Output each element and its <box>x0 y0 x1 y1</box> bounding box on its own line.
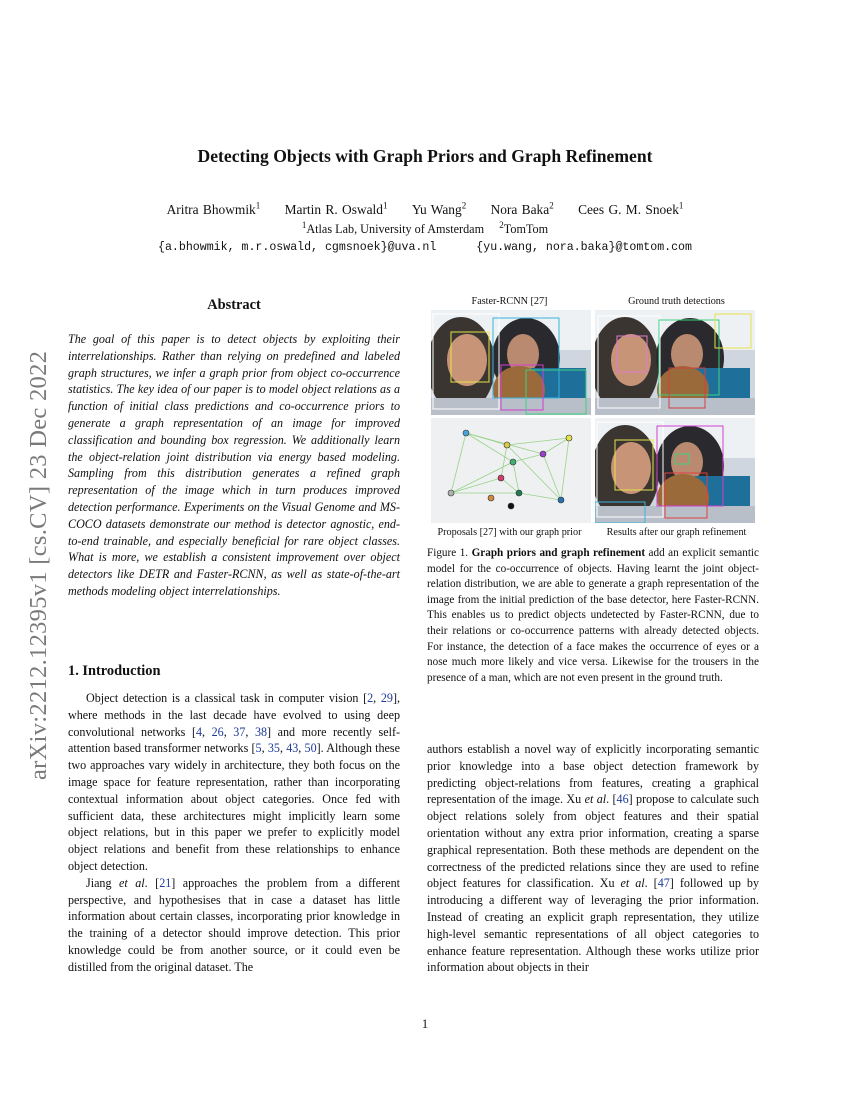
introduction-heading: 1. Introduction <box>68 663 161 679</box>
citation-link[interactable]: 43 <box>286 741 299 756</box>
figure-label-proposals: Proposals [27] with our graph prior <box>437 527 582 538</box>
email-uva: {a.bhowmik, m.r.oswald, cgmsnoek}@uva.nl <box>158 241 437 254</box>
citation-link[interactable]: 4 <box>195 724 203 739</box>
citation-link[interactable]: 29 <box>380 691 393 705</box>
citation-link[interactable]: 35 <box>267 741 280 756</box>
figure-1 <box>426 296 760 544</box>
citation-link[interactable]: 38 <box>254 724 268 739</box>
citation-link[interactable]: 5 <box>255 741 262 756</box>
page-number: 1 <box>421 1017 429 1031</box>
citation-link[interactable]: 26 <box>211 724 224 739</box>
introduction-right-column <box>427 741 759 976</box>
figure-label-ground-truth: Ground truth detections <box>628 296 725 307</box>
citation-link[interactable]: 47 <box>657 876 670 891</box>
author-list <box>0 202 850 218</box>
email-tomtom: {yu.wang, nora.baka}@tomtom.com <box>476 241 692 254</box>
author: Yu Wang$^2$ <box>411 200 467 217</box>
abstract-text: The goal of this paper is to detect objects by exploiting their interrelationships. Rather than relying on predefined and labeled graph structures, we infer a graph prior from object co-occurrence statistics. The key idea of our paper is to model object relations as a function of initial class predictions and co-occurrence priors to generate a graph representation of an image for improved classification and bounding box regression. We additionally learn the object-relation joint distribution via energy based modeling. Sampling from this distribution generates a refined graph representation of the image which in turn produces improved detection performance. Experiments on the Visual Genome and MS-COCO datasets demonstrate our method is detector agnostic, end-to-end trainable, and especially beneficial for rare object classes. What is more, we establish a consistent improvement over object detectors like DETR and Faster-RCNN, as well as state-of-the-art methods modeling object interrelationships. <box>68 332 400 598</box>
affiliations: $^1$Atlas Lab, University of Amsterdam $^2$TomTom <box>301 219 549 236</box>
image-ground-truth-detections <box>595 310 755 415</box>
introduction-left-column <box>68 690 400 976</box>
citation-link[interactable]: 37 <box>233 724 246 739</box>
citation-link[interactable]: 2 <box>367 691 374 705</box>
paragraph: Object detection is a classical task in computer vision [2, 29], where methods in the last decade have evolved to using deep convolutional networks [4, 26, 37, 38] and more recently self-attention based transformer networks [5, 35, 43, 50]. Although these two approaches vary widely in architecture, they both focus on the image space for feature representation, rather than incorporating contextual information about object categories. Once fed with sufficient data, these architectures might implicitly learn some object relations, but in this paper we prefer to explicitly model object relations and benefit from these relationships to enhance object detection. <box>68 691 401 873</box>
citation-link[interactable]: 21 <box>159 875 172 890</box>
figure-label-faster-rcnn: Faster-RCNN [27] <box>471 296 548 307</box>
citation-link[interactable]: 46 <box>616 792 629 807</box>
citation-link[interactable]: 50 <box>304 741 317 756</box>
author-emails <box>0 241 850 254</box>
figure-1-caption: Figure 1. Graph priors and graph refinement add an explicit semantic model for the co-occurrence of objects. Having learnt the joint object-relation distribution, we are able to generate a graph representation of the image from the initial prediction of the base detector, here Faster-RCNN. This enables us to predict objects undetected by Faster-RCNN, due to their relations or co-occurrence patterns with already detected objects. For instance, the detection of a face makes the occurrence of eyes or a nose much more likely and vice versa. Likewise for the trousers in the presence of a man, which are not even present in the ground truth. <box>427 547 760 684</box>
author: Martin R. Oswald$^1$ <box>284 200 388 217</box>
author: Aritra Bhowmik$^1$ <box>166 200 261 217</box>
arxiv-identifier: arXiv:2212.12395v1 [cs.CV] 23 Dec 2022 <box>25 350 52 780</box>
figure-label-refinement: Results after our graph refinement <box>606 527 747 538</box>
author: Nora Baka$^2$ <box>490 200 554 217</box>
paper-title: Detecting Objects with Graph Priors and Graph Refinement <box>197 146 653 166</box>
author: Cees G. M. Snoek$^1$ <box>578 200 684 217</box>
paragraph: authors establish a novel way of explicitly incorporating semantic prior knowledge into a base object detection framework by predicting object-relations from features, creating a graphical representation of the image. Xu et al. [46] propose to calculate such object relations solely from object features and their spatial orientation without any extra prior information, creating a sparse graphical representation. Both these methods are dependent on the correctness of the predicted relations since they are used to refine object features for classification. Xu et al. [47] followed up by introducing a different way of leveraging the prior information. Instead of creating an explicit graph representation, they utilize high-level semantic representations of all object categories to enhance feature representation. Although these works utilize prior information about objects in their <box>427 742 760 975</box>
image-graph-refinement-results <box>595 418 755 523</box>
image-faster-rcnn-detections <box>431 310 591 415</box>
abstract-heading: Abstract <box>207 297 261 313</box>
paragraph: Jiang et al. [21] approaches the problem from a different perspective, and hypothesises that in case a dataset has little information about certain classes, incorporating prior knowledge in the training of a detector should improve detection. This prior knowledge could be from another source, or it could even be distilled from the original dataset. The <box>68 875 400 974</box>
image-graph-prior-proposals <box>431 418 591 523</box>
